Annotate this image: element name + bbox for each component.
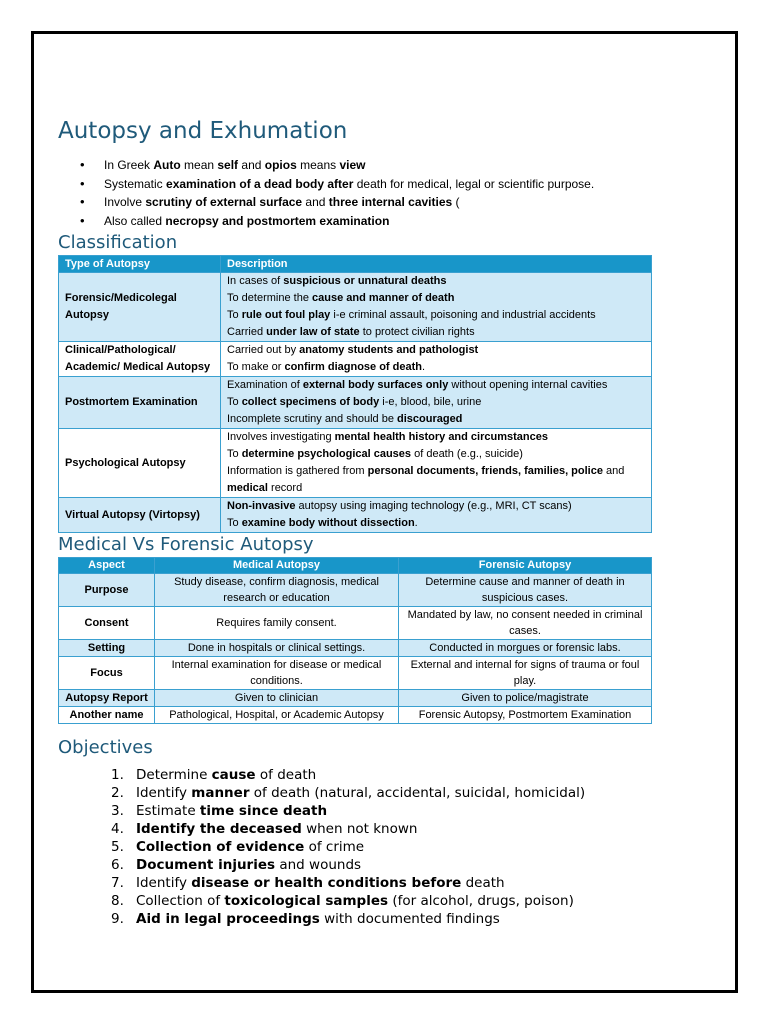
classification-row [59,342,652,377]
bold-text: manner [191,785,250,801]
description-line [227,359,645,376]
autopsy-type-cell [59,342,221,377]
comparison-table [58,557,652,724]
text-run: mean [180,158,218,172]
comparison-header-forensic: Forensic Autopsy [399,558,652,574]
objective-item [58,766,652,784]
description-line [227,446,645,463]
intro-bullet-item [58,175,652,194]
text-run: Determine [136,767,212,783]
medical-autopsy-cell: Given to clinician [155,690,399,707]
autopsy-description-cell [221,429,652,498]
classification-header-description: Description [221,256,652,273]
bold-text: collect specimens of body [241,396,380,408]
autopsy-type-label: Virtual Autopsy (Virtopsy) [65,508,200,521]
objective-item [58,856,652,874]
autopsy-description-cell [221,377,652,429]
text-run: record [267,482,303,494]
text-run: i-e, blood, bile, urine [379,396,482,408]
bold-text: external body surfaces only [302,379,449,391]
text-run: ( [452,195,460,209]
bold-text: scrutiny of external surface [145,195,303,209]
bold-text: determine psychological causes [241,448,412,460]
objective-number: 8. [111,893,124,909]
autopsy-type-label: Psychological Autopsy [65,456,186,469]
text-run: In Greek [104,158,154,172]
text-run: To [227,396,242,408]
bold-text: examine body without dissection [241,517,415,529]
bold-text: view [339,158,366,172]
text-run: Information is gathered from [227,465,368,477]
text-run: Involve [104,195,146,209]
autopsy-description-cell [221,498,652,533]
aspect-cell: Setting [59,640,155,657]
classification-heading: Classification [58,232,178,253]
bold-text: toxicological samples [224,893,389,909]
comparison-row [59,690,652,707]
comparison-row [59,640,652,657]
bold-text: discouraged [397,413,463,425]
classification-table [58,255,652,533]
aspect-cell: Purpose [59,574,155,607]
text-run: To determine the [227,292,312,304]
page-title: Autopsy and Exhumation [58,118,348,144]
bold-text: cause [211,767,256,783]
autopsy-type-label: Academic/ Medical Autopsy [65,361,211,373]
autopsy-type-cell [59,429,221,498]
bold-text: confirm diagnose of death [284,361,422,373]
aspect-cell: Consent [59,607,155,640]
bold-text: rule out foul play [241,309,331,321]
bold-text: time since death [199,803,328,819]
bold-text: medical [227,482,268,494]
text-run: to protect civilian rights [359,326,475,338]
classification-row [59,377,652,429]
text-run: (for alcohol, drugs, poison) [388,893,574,909]
text-run: and [238,158,265,172]
description-line [227,463,645,497]
text-run: To make or [227,361,285,373]
text-run: of death (natural, accidental, suicidal, homicidal) [249,785,586,801]
intro-bullet-item [58,193,652,212]
objective-item [58,874,652,892]
intro-bullet-list [58,156,652,230]
classification-row [59,273,652,342]
text-run: when not known [301,821,418,837]
autopsy-type-label: Postmortem Examination [65,396,198,408]
document-body [58,84,652,928]
aspect-cell: Autopsy Report [59,690,155,707]
description-line [227,515,645,532]
description-line [227,394,645,411]
objective-number: 1. [111,767,124,783]
forensic-autopsy-cell: Given to police/magistrate [399,690,652,707]
autopsy-type-label: Forensic/Medicolegal [65,292,177,304]
objective-number: 6. [111,857,124,873]
text-run: with documented findings [319,911,500,927]
objective-item [58,910,652,928]
forensic-autopsy-cell: External and internal for signs of trauma or foul play. [399,657,652,690]
text-run: Identify [136,875,192,891]
text-run: of death [255,767,317,783]
text-run: To [227,448,242,460]
bold-text: three internal cavities [328,195,453,209]
text-run: and wounds [275,857,362,873]
objective-item [58,784,652,802]
objective-number: 4. [111,821,124,837]
comparison-row [59,707,652,724]
text-run: death for medical, legal or scientific purpose. [353,176,595,191]
bold-text: self [217,158,239,172]
medical-autopsy-cell: Study disease, confirm diagnosis, medical research or education [155,574,399,607]
autopsy-description-cell [221,273,652,342]
bold-text: under law of state [266,326,360,338]
autopsy-description-cell [221,342,652,377]
description-line [227,411,645,428]
text-run: In cases of [227,275,284,287]
bold-text: mental health history and circumstances [334,431,548,443]
text-run: Identify [136,785,192,801]
bold-text: Aid in legal proceedings [136,911,320,927]
objective-item [58,820,652,838]
classification-row [59,429,652,498]
objective-number: 3. [111,803,124,819]
text-run: Incomplete scrutiny and should be [227,413,397,425]
text-run: Carried [227,326,267,338]
bold-text: Non-invasive [227,500,296,512]
objectives-heading: Objectives [58,737,153,758]
classification-row [59,498,652,533]
autopsy-type-label: Autopsy [65,309,109,321]
text-run: and [602,465,625,477]
bold-text: personal documents, friends, families, police [367,465,603,477]
description-line [227,429,645,446]
comparison-heading: Medical Vs Forensic Autopsy [58,534,314,555]
text-run: of crime [304,839,365,855]
bold-text: Auto [153,158,181,172]
medical-autopsy-cell: Internal examination for disease or medical conditions. [155,657,399,690]
objective-number: 2. [111,785,124,801]
text-run: Also called [104,213,166,228]
text-run: . [421,361,426,373]
intro-bullet-item [58,212,652,231]
aspect-cell: Another name [59,707,155,724]
text-run: means [296,158,340,172]
objective-number: 7. [111,875,124,891]
text-run: To [227,309,242,321]
text-run: Involves investigating [227,431,335,443]
text-run: Collection of [136,893,225,909]
autopsy-type-cell [59,377,221,429]
description-line [227,273,645,290]
text-run: To [227,517,242,529]
description-line [227,324,645,341]
text-run: of death (e.g., suicide) [411,448,523,460]
comparison-row [59,607,652,640]
bold-text: Identify the deceased [136,821,302,837]
comparison-row [59,574,652,607]
forensic-autopsy-cell: Conducted in morgues or forensic labs. [399,640,652,657]
bold-text: opios [264,158,297,172]
forensic-autopsy-cell: Determine cause and manner of death in suspicious cases. [399,574,652,607]
medical-autopsy-cell: Pathological, Hospital, or Academic Autopsy [155,707,399,724]
comparison-header-aspect: Aspect [59,558,155,574]
objective-item [58,802,652,820]
description-line [227,307,645,324]
medical-autopsy-cell: Done in hospitals or clinical settings. [155,640,399,657]
classification-header-type: Type of Autopsy [59,256,221,273]
bold-text: Collection of evidence [136,839,305,855]
text-run: Carried out by [227,344,300,356]
text-run: without opening internal cavities [448,379,608,391]
bold-text: examination of a dead body after [166,176,354,191]
text-run: Systematic [104,176,167,191]
description-line [227,377,645,394]
forensic-autopsy-cell: Mandated by law, no consent needed in criminal cases. [399,607,652,640]
bold-text: suspicious or unnatural deaths [283,275,447,287]
bold-text: Document injuries [136,857,276,873]
forensic-autopsy-cell: Forensic Autopsy, Postmortem Examination [399,707,652,724]
autopsy-type-cell [59,273,221,342]
comparison-header-medical: Medical Autopsy [155,558,399,574]
objective-item [58,838,652,856]
autopsy-type-cell [59,498,221,533]
aspect-cell: Focus [59,657,155,690]
text-run: i-e criminal assault, poisoning and industrial accidents [330,309,596,321]
bold-text: anatomy students and pathologist [299,344,479,356]
objective-number: 9. [111,911,124,927]
objective-number: 5. [111,839,124,855]
description-line [227,498,645,515]
medical-autopsy-cell: Requires family consent. [155,607,399,640]
bold-text: necropsy and postmortem examination [165,213,390,228]
text-run: death [461,875,505,891]
text-run: and [302,195,329,209]
text-run: . [414,517,418,529]
text-run: Examination of [227,379,303,391]
text-run: autopsy using imaging technology (e.g., MRI, CT scans) [295,500,572,512]
bold-text: disease or health conditions before [191,875,462,891]
description-line [227,290,645,307]
bold-text: cause and manner of death [312,292,455,304]
autopsy-type-label: Clinical/Pathological/ [65,344,176,356]
comparison-row [59,657,652,690]
text-run: Estimate [136,803,200,819]
objective-item [58,892,652,910]
description-line [227,342,645,359]
objectives-list [58,766,652,928]
intro-bullet-item [58,156,652,175]
